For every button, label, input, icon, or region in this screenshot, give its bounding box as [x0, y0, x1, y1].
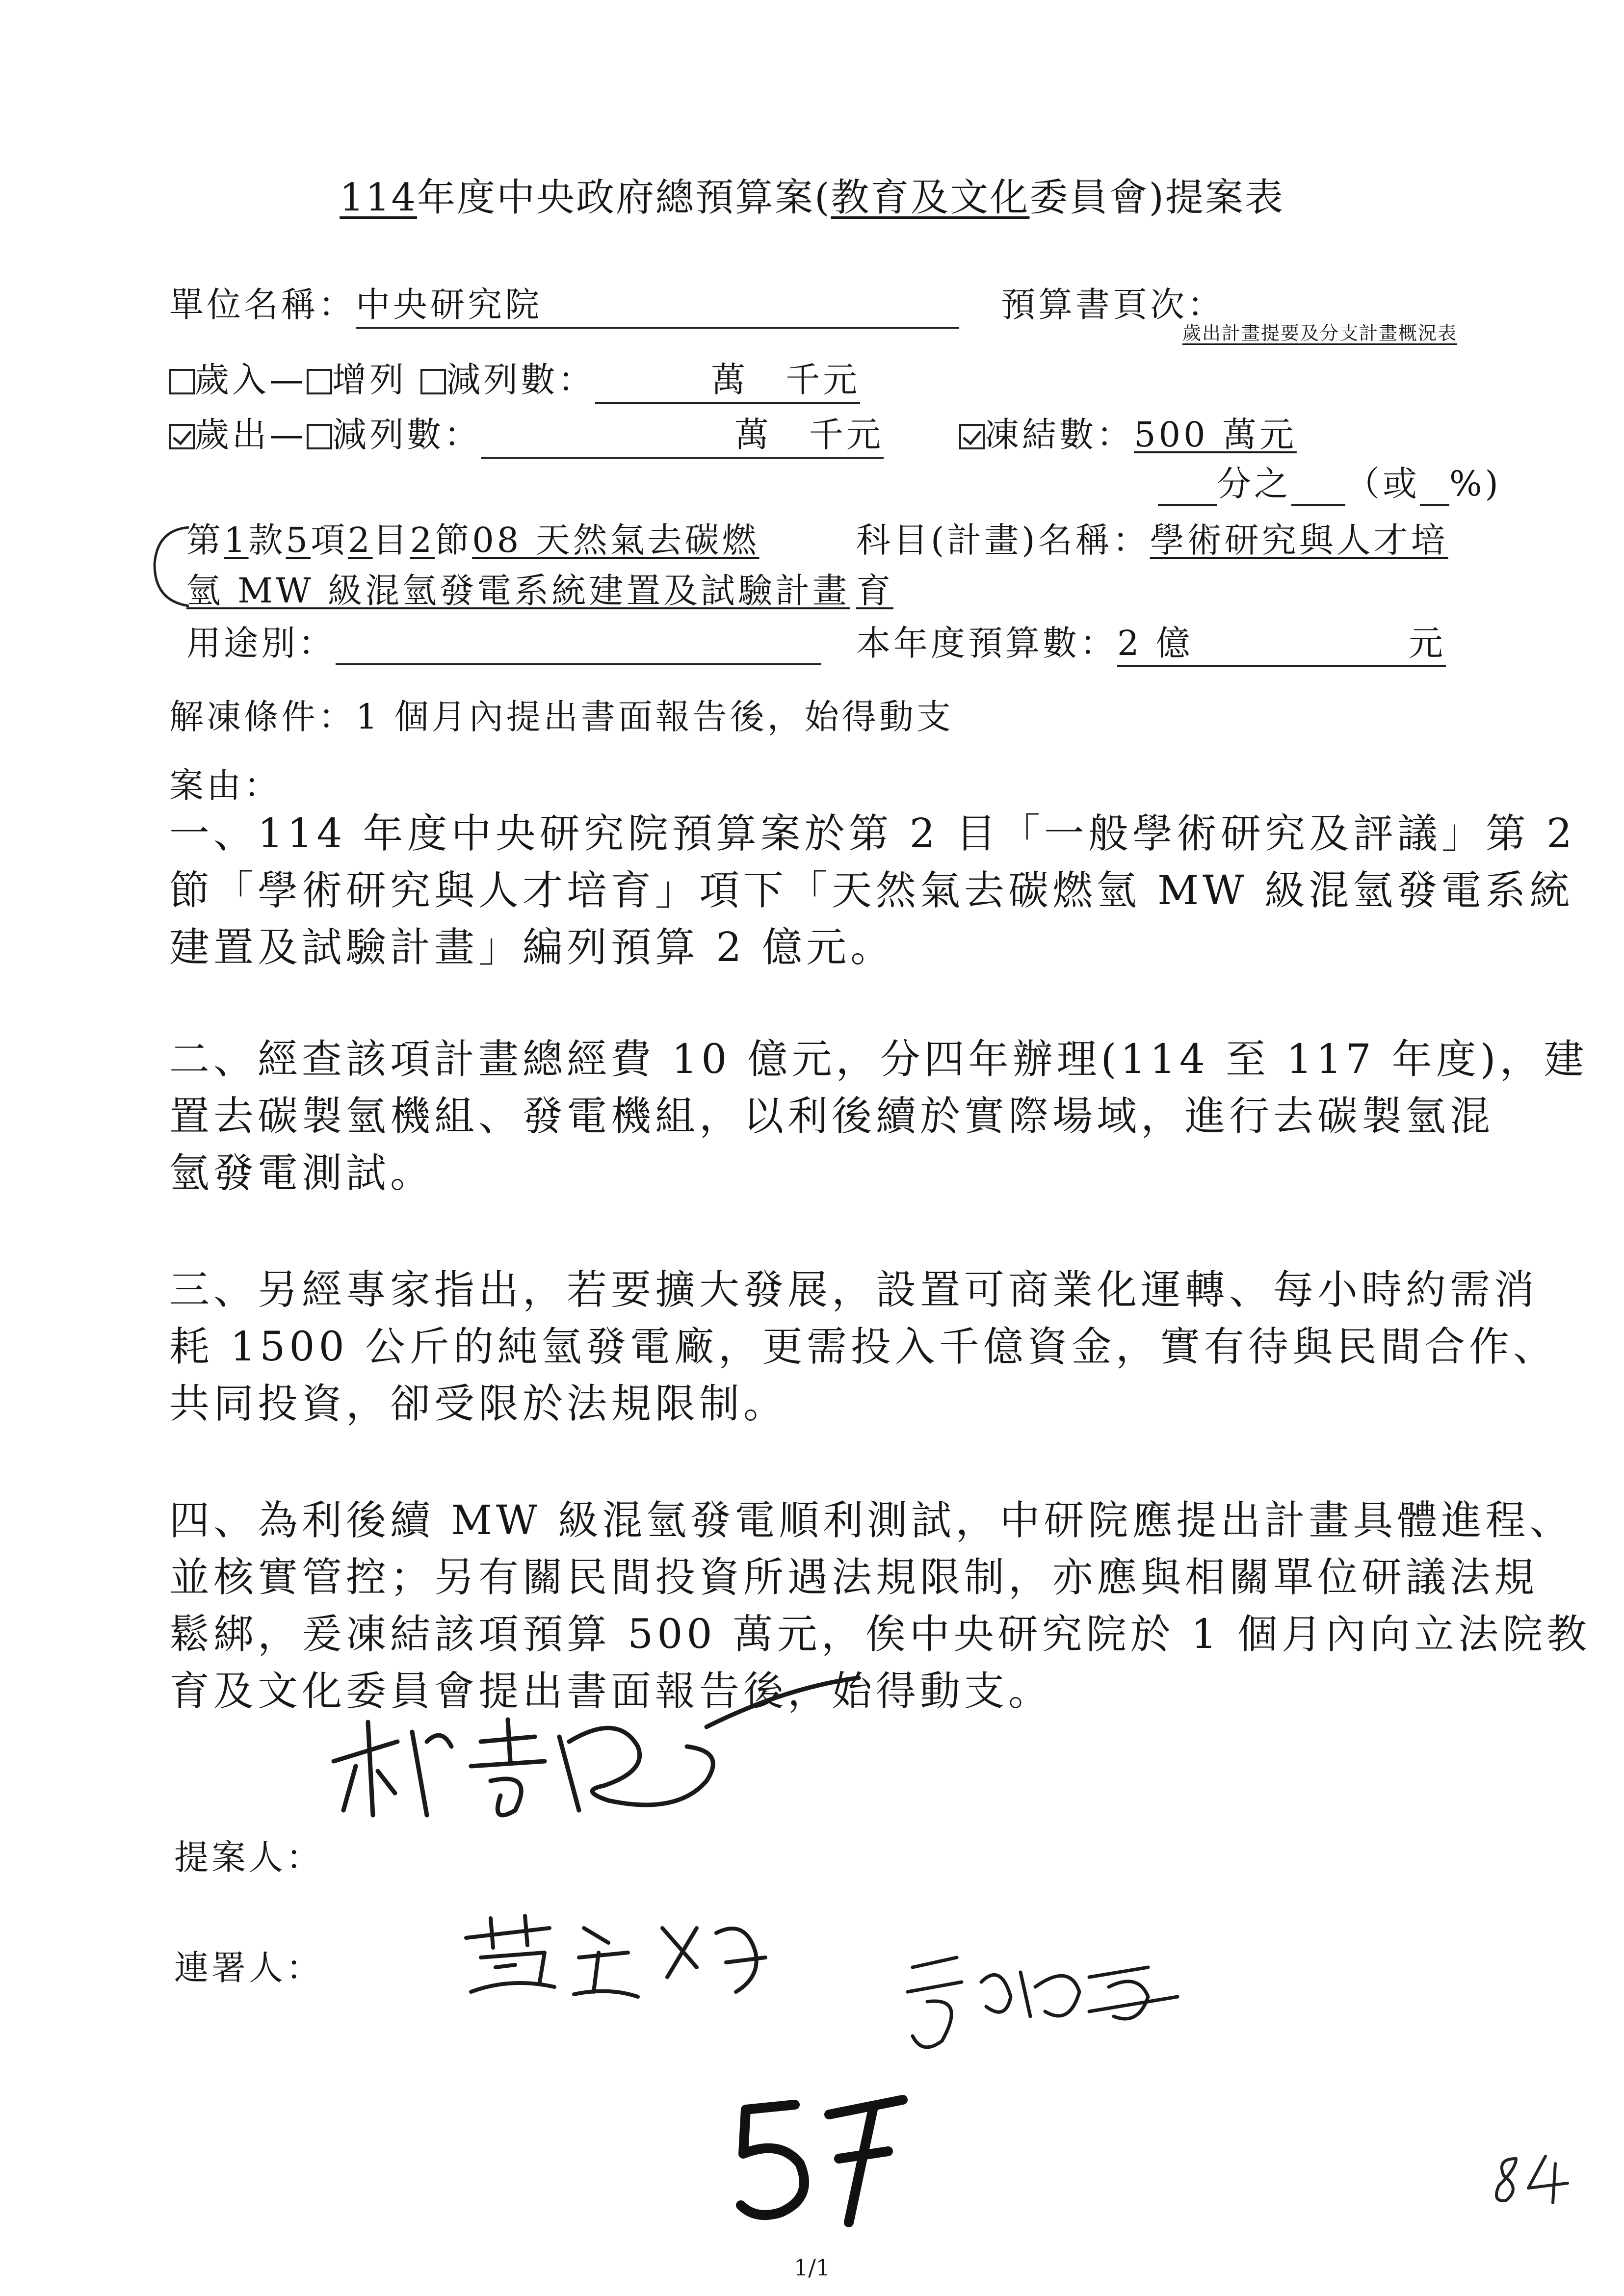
unit-row: 單位名稱：中央研究院 [169, 277, 959, 329]
footer-page-number: 1/1 [793, 2254, 831, 2281]
freeze-row: 凍結數：500 萬元 [959, 407, 1297, 457]
unit-name-field: 中央研究院 [356, 277, 959, 329]
expense-reduce-checkbox[interactable] [307, 424, 332, 449]
budget-page-label: 預算書頁次： [1001, 285, 1225, 325]
annual-budget-field: 2 億 元 [1117, 616, 1446, 667]
paragraph-1: 一、114 年度中央研究院預算案於第 2 目「一般學術研究及評議」第 2 節「學術研究與人才培育」項下「天然氣去碳燃氫 MW 級混氫發電系統 建置及試驗計畫」編列預算 2 億元。 [169, 810, 1576, 971]
proposer-signature [304, 1668, 893, 1874]
subject-line-1: 科目(計畫)名稱：學術研究與人才培 [856, 520, 1448, 560]
increase-checkbox[interactable] [307, 369, 332, 394]
document-title: 114年度中央政府總預算案(教育及文化委員會)提案表 [340, 176, 1284, 220]
cosigner-label: 連署人： [174, 1948, 323, 1988]
cosigner-signature [451, 1908, 805, 2016]
unfreeze-condition: 解凍條件：1 個月內提出書面報告後，始得動支 [169, 697, 954, 737]
revenue-row: 歲入— 增列 減列數： 萬 千元 [169, 352, 860, 404]
annual-budget-row: 本年度預算數：2 億 元 [856, 616, 1446, 667]
item-line-1: 第1款5項2目2節08 天然氣去碳燃 [186, 520, 760, 560]
item-line-2: 氫 MW 級混氫發電系統建置及試驗計畫 [186, 571, 850, 611]
fraction-row: 分之 （或 %) [1158, 456, 1501, 506]
proposer-label: 提案人： [174, 1837, 323, 1878]
paragraph-2: 二、經查該項計畫總經費 10 億元，分四年辦理(114 至 117 年度)，建 置去碳製氫機組、發電機組，以利後續於實際場域，進行去碳製氫混 氫發電測試。 [169, 1036, 1588, 1197]
usage-row: 用途別： [186, 616, 821, 665]
reduce-checkbox[interactable] [420, 369, 446, 394]
expense-amount-field: 萬 千元 [481, 407, 884, 459]
budget-page-value: 歲出計畫提要及分支計畫概況表 [1182, 322, 1458, 344]
subject-line-2: 育 [856, 571, 893, 611]
freeze-checkbox[interactable] [959, 424, 985, 449]
expense-checkbox[interactable] [169, 424, 195, 449]
third-signature [883, 1943, 1187, 2056]
revenue-checkbox[interactable] [169, 369, 195, 394]
paragraph-4: 四、為利後續 MW 級混氫發電順利測試，中研院應提出計畫具體進程、 並核實管控；另有關民間投資所遇法規限制，亦應與相關單位研議法規 鬆綁，爰凍結該項預算 500 萬元，俟中央研究院於 1 個月內向立法院教 育及文化委員會提出書面報告後，始得動支。 [169, 1497, 1591, 1715]
usage-field [336, 623, 821, 665]
expense-row: 歲出— 減列數： 萬 千元 [169, 407, 884, 459]
paragraph-3: 三、另經專家指出，若要擴大發展，設置可商業化運轉、每小時約需消 耗 1500 公斤的純氫發電廠，更需投入千億資金，實有待與民間合作、 共同投資，卻受限於法規限制。 [169, 1267, 1557, 1427]
revenue-amount-field: 萬 千元 [595, 352, 860, 404]
reason-label: 案由： [169, 765, 281, 806]
